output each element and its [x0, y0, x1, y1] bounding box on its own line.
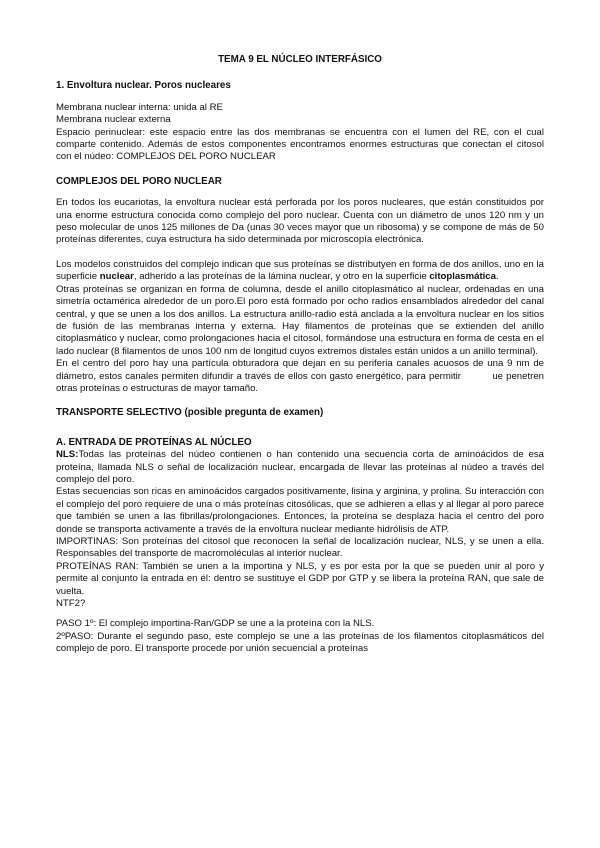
- text-line: Membrana nuclear externa: [56, 114, 171, 126]
- text-span: .: [495, 271, 499, 283]
- text-line: NTF2?: [56, 598, 86, 610]
- paragraph: [56, 259, 544, 284]
- paragraph: 2ºPASO: Durante el segundo paso, este complejo se une a las proteínas de los filamentos citoplasmáticos del complejo de poro. El transporte procede por unión secuencial a proteínas: [56, 630, 544, 655]
- text-span: Todas las proteínas del núdeo contienen o han contenido una secuencia corta de aminoácidos de esa proteína, llamada NLS o señal de localización nuclear, encargada de llevar las proteínas al núdeo a través del complejo del poro.: [56, 449, 544, 485]
- paragraph: IMPORTINAS: Son proteínas del citosol que reconocen la señal de localización nuclear, NLS, y se unen a ella. Responsables del transporte de macromoléculas al interior nuclear.: [56, 536, 544, 560]
- text-line: PASO 1º: El complejo importina-Ran/GDP se une a la proteína con la NLS.: [56, 618, 375, 630]
- section-heading-envoltura: 1. Envoltura nuclear. Poros nucleares: [56, 80, 231, 92]
- text-span: , adherido a las proteínas de la lámina nuclear, y otro en la superficie: [133, 271, 430, 283]
- paragraph: Estas secuencias son ricas en aminoácidos cargados positivamente, lisina y arginina, y prolina. Su interacción con el complejo del poro requiere de una o más proteínas citosólicas, que se adhieren a ellas y al llegar al poro parece que también se unen a las fibrillas/prolongaciones. Entonces, la proteína se desplaza hacia el centro del poro donde se transporta activamente a través de la envoltura nuclear mediante hidrólisis de ATP.: [56, 486, 544, 535]
- section-heading-complejos: COMPLEJOS DEL PORO NUCLEAR: [56, 175, 222, 187]
- paragraph: PROTEÍNAS RAN: También se unen a la importina y NLS, y es por esta por la que se pueden unir al poro y permite al conjunto la entrada en él: dentro se sustituye el GDP por GTP y se libera la proteína RAN, que sale de vuelta.: [56, 560, 544, 597]
- text-line: Membrana nuclear interna: unida al RE: [56, 101, 223, 113]
- bold-text: citoplasmática: [429, 271, 496, 283]
- text-span: Los modelos construidos del complejo indican que sus proteínas se distributyen en forma de dos anillos, uno en la superficie: [56, 258, 544, 283]
- bold-text: nuclear: [99, 271, 134, 283]
- paragraph: En todos los eucariotas, la envoltura nuclear está perforada por los poros nucleares, que están constituidos por una enorme estructura conocida como complejo del poro nuclear. Cuenta con un diámetro de unos 120 nm y un peso molecular de unos 125 millones de Da (unas 30 veces mayor que un ribosoma) y se compone de más de 50 proteínas diferentes, cuya estructura ha sido determinada por microscopía electrónica.: [56, 197, 544, 246]
- paragraph: Otras proteínas se organizan en forma de columna, desde el anillo citoplasmático al nuclear, ordenadas en una simetría octamérica alrededor de un poro.El poro está formado por ocho radios ensamblados alrededor del canal central, y que se unen a los dos anillos. La estructura anillo-radio está anclada a la envoltura nuclear en los sitios de fusión de las membranas interna y externa. Hay filamentos de proteínas que se extienden del anillo citoplasmático y nuclear, como prolongaciones hacia el citosol, formándose una estructura en forma de cesta en el lado nuclear (8 filamentos de unos 100 nm de longitud cuyos extremos distales están unidos a un anillo terminal).: [56, 283, 544, 357]
- bold-label: NLS:: [56, 449, 79, 461]
- paragraph: Espacio perinuclear: este espacio entre las dos membranas se encuentra con el lumen del RE, con el cual comparte contenido. Además de estos componentes encontramos enormes estructuras que conectan el citosol con el núdeo: COMPLEJOS DEL PORO NUCLEAR: [56, 126, 544, 163]
- section-heading-transporte: TRANSPORTE SELECTIVO (posible pregunta de examen): [56, 407, 324, 419]
- section-heading-entrada: A. ENTRADA DE PROTEÍNAS AL NÚCLEO: [56, 436, 252, 448]
- paragraph: [56, 449, 544, 486]
- document-page: [56, 54, 547, 656]
- paragraph: En el centro del poro hay una partícula obturadora que dejan en su periferia canales acuosos de una 9 nm de diámetro, estos canales permiten difundir a través de ellos con gasto energético, para permitir ue penetren otras proteínas o estructuras de mayor tamaño.: [56, 358, 547, 394]
- document-title: TEMA 9 EL NÚCLEO INTERFÁSICO: [218, 54, 382, 65]
